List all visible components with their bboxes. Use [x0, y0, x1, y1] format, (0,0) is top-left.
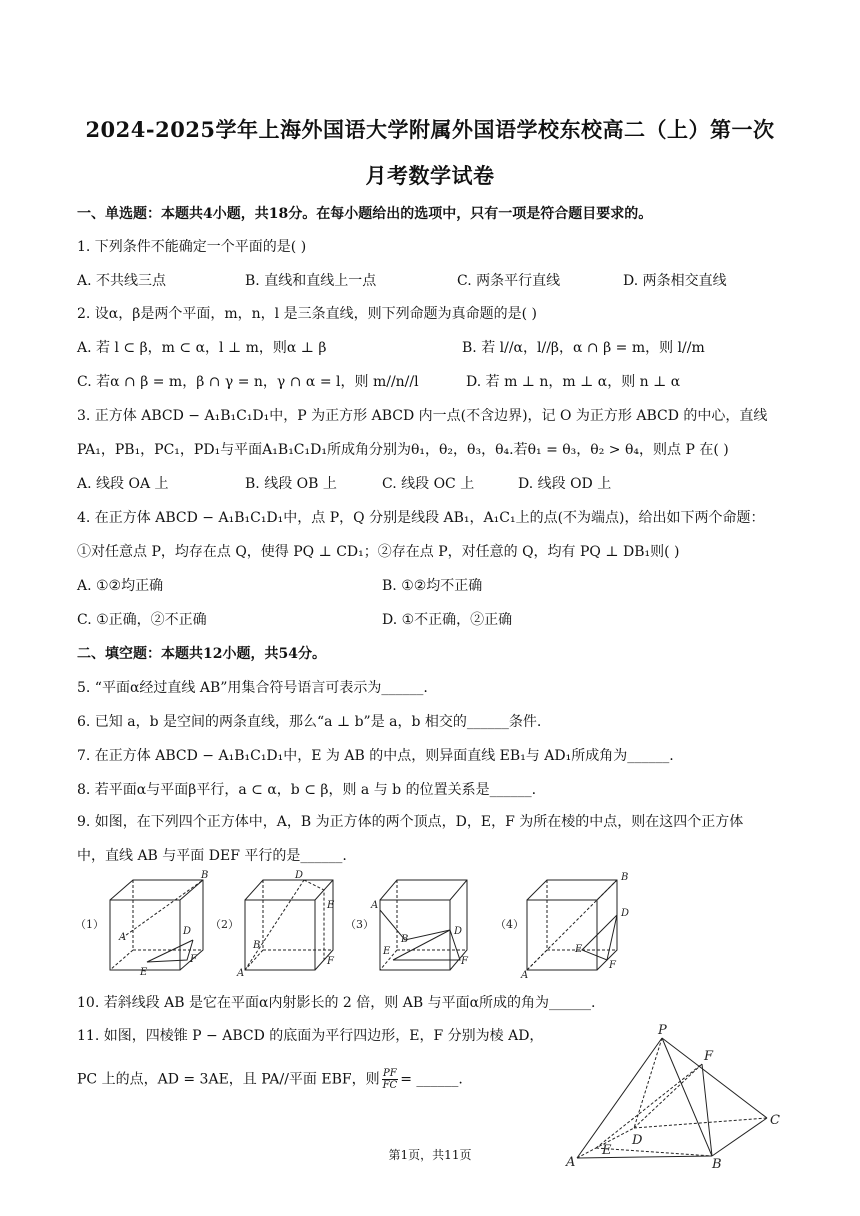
q11-fraction: [382, 1068, 399, 1091]
q1-stem: 1. 下列条件不能确定一个平面的是( ): [77, 239, 307, 255]
q9-stem-line2: 中，直线 AB 与平面 DEF 平行的是______.: [77, 848, 347, 864]
q11-point-F: F: [704, 1049, 714, 1064]
q2-option-d: D. 若 m ⊥ n，m ⊥ α，则 n ⊥ α: [466, 374, 681, 390]
q9-point-A-1: A: [119, 932, 127, 943]
q11-stem-line1: 11. 如图，四棱锥 P − ABCD 的底面为平行四边形，E，F 分别为棱 AD，: [77, 1028, 544, 1044]
q11-stem-text: PC 上的点，AD = 3AE，且 PA//平面 EBF，则: [77, 1071, 380, 1088]
q9-point-F-4: F: [609, 960, 616, 971]
exam-title-line2: 月考数学试卷: [365, 163, 495, 188]
q9-point-A-2: A: [237, 968, 245, 979]
q9-point-B-4: B: [621, 872, 629, 883]
q2-option-c: C. 若α ∩ β = m，β ∩ γ = n，γ ∩ α = l，则 m//n//l: [77, 374, 419, 390]
q9-fig-label-1: （1）: [75, 918, 104, 931]
q9-cube-4: [495, 872, 629, 980]
q9-cube-figures: [75, 868, 645, 980]
q9-point-D-1: D: [183, 926, 192, 937]
q5-text: 5. “平面α经过直线 AB”用集合符号语言可表示为______.: [77, 680, 428, 696]
q11-point-E: E: [602, 1143, 612, 1158]
q2-option-b: B. 若 l//α，l//β，α ∩ β = m，则 l//m: [462, 340, 705, 356]
q9-point-A-4: A: [521, 970, 529, 980]
page-footer: 第1页，共11页: [388, 1148, 472, 1162]
q11-point-A: A: [566, 1155, 576, 1168]
q4-option-c: C. ①正确，②不正确: [77, 612, 207, 628]
q9-point-E-2: E: [327, 900, 335, 911]
q9-point-B-1: B: [201, 870, 209, 881]
q9-point-D-2: D: [295, 870, 304, 881]
q7-text: 7. 在正方体 ABCD − A₁B₁C₁D₁中，E 为 AB 的中点，则异面直线 EB₁与 AD₁所成角为______.: [77, 748, 674, 764]
q9-point-E-3: E: [383, 946, 391, 957]
q10-text: 10. 若斜线段 AB 是它在平面α内射影长的 2 倍，则 AB 与平面α所成的角为______.: [77, 995, 596, 1011]
q11-point-C: C: [770, 1113, 780, 1128]
q11-point-P: P: [658, 1023, 667, 1038]
q11-fraction-numerator: PF: [383, 1068, 397, 1079]
q9-point-D-3: D: [454, 926, 463, 937]
q1-option-c: C. 两条平行直线: [457, 273, 561, 289]
q9-fig-label-3: （3）: [345, 918, 374, 931]
q9-cube-1: [75, 870, 208, 978]
q9-point-F-1: F: [190, 954, 197, 965]
exam-title-line1: 2024-2025学年上海外国语大学附属外国语学校东校高二（上）第一次: [85, 117, 775, 142]
q9-point-E-1: E: [140, 967, 148, 978]
q9-fig-label-4: （4）: [495, 918, 524, 931]
q9-stem-line1: 9. 如图，在下列四个正方体中，A，B 为正方体的两个顶点，D，E，F 为所在棱的中点，则在这四个正方体: [77, 814, 744, 830]
q11-tail: = ______.: [400, 1071, 463, 1088]
q9-cube-2: [210, 870, 335, 979]
q3-option-b: B. 线段 OB 上: [245, 476, 337, 492]
q9-point-F-3: F: [461, 956, 468, 967]
q4-option-b: B. ①②均不正确: [382, 578, 483, 594]
q2-stem: 2. 设α，β是两个平面，m，n，l 是三条直线，则下列命题为真命题的是( ): [77, 306, 537, 322]
q11-fraction-denominator: FC: [382, 1080, 398, 1091]
q9-fig-label-2: （2）: [210, 918, 239, 931]
q11-stem-line2: [77, 1068, 463, 1091]
q4-stem-line2: ①对任意点 P，均存在点 Q，使得 PQ ⊥ CD₁；②存在点 P，对任意的 Q，均有 PQ ⊥ DB₁则( ): [77, 544, 680, 560]
q3-stem-line1: 3. 正方体 ABCD − A₁B₁C₁D₁中，P 为正方形 ABCD 内一点(不含边界)，记 O 为正方形 ABCD 的中心，直线: [77, 408, 768, 424]
q8-text: 8. 若平面α与平面β平行，a ⊂ α，b ⊂ β，则 a 与 b 的位置关系是______.: [77, 782, 537, 798]
q3-option-c: C. 线段 OC 上: [382, 476, 475, 492]
q11-point-B: B: [712, 1157, 722, 1168]
q1-option-b: B. 直线和直线上一点: [245, 273, 377, 289]
section2-heading: 二、填空题：本题共12小题，共54分。: [77, 646, 326, 662]
q6-text: 6. 已知 a，b 是空间的两条直线，那么“a ⊥ b”是 a，b 相交的______条件.: [77, 714, 542, 730]
q4-option-d: D. ①不正确，②正确: [382, 612, 513, 628]
q9-point-B-2: B: [253, 940, 261, 951]
q4-stem-line1: 4. 在正方体 ABCD − A₁B₁C₁D₁中，点 P，Q 分别是线段 AB₁，A₁C₁上的点(不为端点)，给出如下两个命题：: [77, 510, 765, 526]
q1-option-d: D. 两条相交直线: [623, 273, 727, 289]
q9-point-E-4: E: [575, 944, 583, 955]
q1-option-a: A. 不共线三点: [77, 273, 167, 289]
q4-option-a: A. ①②均正确: [77, 578, 164, 594]
q9-point-F-2: F: [327, 956, 334, 967]
q3-stem-line2: PA₁，PB₁，PC₁，PD₁与平面A₁B₁C₁D₁所成角分别为θ₁，θ₂，θ₃，θ₄.若θ₁ = θ₃，θ₂ > θ₄，则点 P 在( ): [77, 442, 729, 458]
q9-cube-3: [345, 880, 469, 970]
section1-heading: 一、单选题：本题共4小题，共18分。在每小题给出的选项中，只有一项是符合题目要求的。: [77, 206, 653, 222]
q11-point-D: D: [632, 1133, 643, 1148]
q3-option-d: D. 线段 OD 上: [518, 476, 612, 492]
q2-option-a: A. 若 l ⊂ β，m ⊂ α，l ⊥ m，则α ⊥ β: [77, 340, 327, 356]
q9-point-B-3: B: [401, 934, 409, 945]
q9-point-D-4: D: [621, 908, 630, 919]
q3-option-a: A. 线段 OA 上: [77, 476, 169, 492]
q9-point-A-3: A: [371, 900, 379, 911]
